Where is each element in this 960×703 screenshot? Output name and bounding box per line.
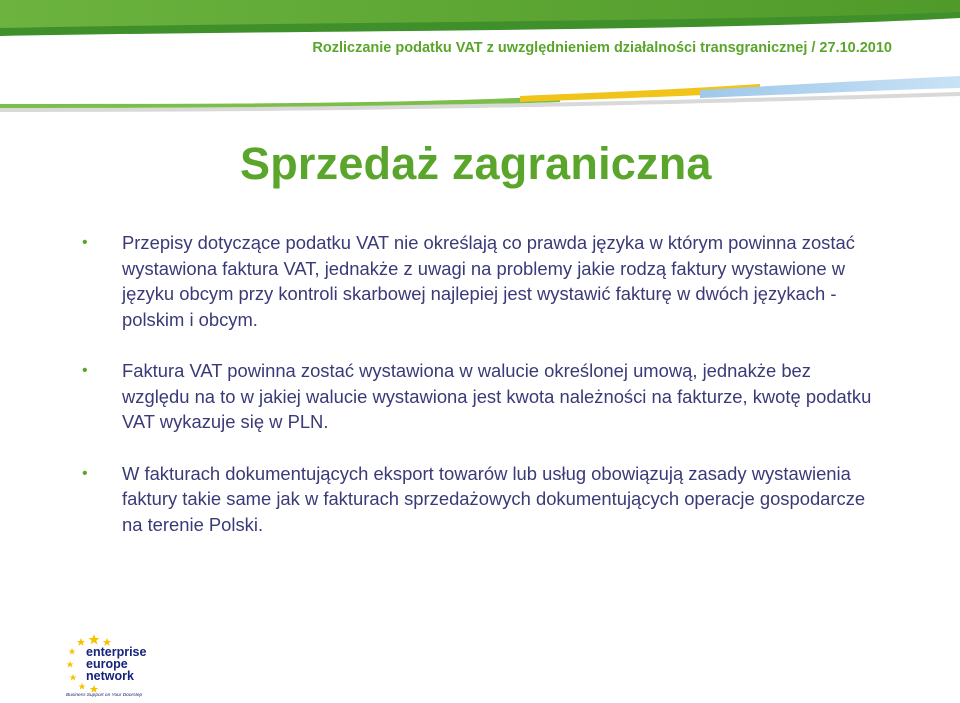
bullet-text: Faktura VAT powinna zostać wystawiona w walucie określonej umową, jednakże bez względu na to w jakiej walucie wystawiona jest kwota należności na fakturze, kwotę podatku VAT wykazuje się w PLN. (122, 360, 872, 432)
bullet-icon: • (82, 464, 88, 482)
bullet-list (82, 230, 872, 563)
logo-tagline: Business Support on Your Doorstep (66, 693, 143, 698)
bullet-text: W fakturach dokumentujących eksport towarów lub usług obowiązują zasady wystawienia faktury takie same jak w fakturach sprzedażowych dokumentujących operacje gospodarcze na terenie Polski. (122, 462, 866, 535)
logo-line-2: europe (86, 657, 128, 671)
bullet-item (82, 461, 872, 538)
header-title: Rozliczanie podatku VAT z uwzględnieniem działalności transgranicznej / 27.10.2010 (312, 40, 892, 56)
logo-wordmark (86, 646, 146, 682)
bullet-item (82, 230, 872, 332)
bullet-item (82, 358, 872, 435)
bullet-icon: • (82, 362, 88, 379)
logo-line-1: enterprise (86, 645, 147, 659)
bullet-icon: • (82, 234, 88, 251)
enterprise-europe-network-logo (64, 632, 154, 702)
header-stripes (0, 0, 960, 112)
bullet-text: Przepisy dotyczące podatku VAT nie określają co prawda języka w którym powinna zostać wystawiona faktura VAT, jednakże z uwagi na problemy jakie rodzą faktury wystawione w języku obcym przy kontroli skarbowej najlepiej jest wystawić fakturę w dwóch językach - polskim i obcym. (122, 232, 855, 330)
slide-title: Sprzedaż zagraniczna (240, 138, 712, 189)
logo-line-3: network (86, 669, 134, 683)
